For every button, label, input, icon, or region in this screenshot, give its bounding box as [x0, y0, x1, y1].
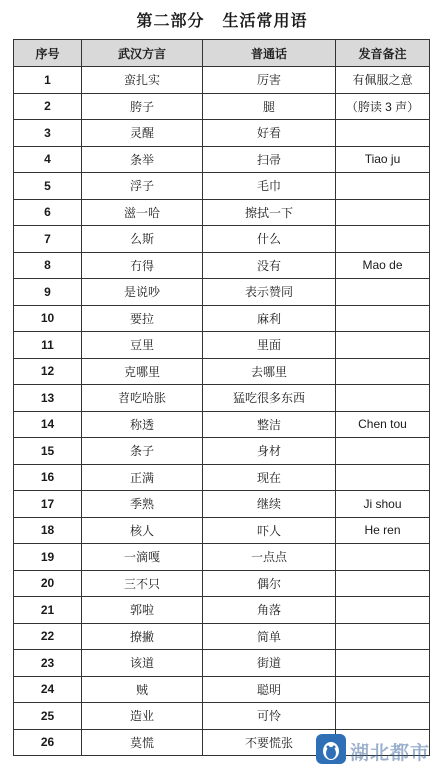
pronunciation-note [336, 305, 430, 332]
mandarin-term: 身材 [203, 438, 336, 465]
row-index: 10 [14, 305, 82, 332]
dialect-term: 苕吃哈胀 [82, 385, 203, 412]
dialect-term: 冇得 [82, 252, 203, 279]
header-note: 发音备注 [336, 40, 430, 67]
row-index: 3 [14, 120, 82, 147]
row-index: 7 [14, 226, 82, 253]
mandarin-term: 猛吃很多东西 [203, 385, 336, 412]
mandarin-term: 吓人 [203, 517, 336, 544]
row-index: 11 [14, 332, 82, 359]
mandarin-term: 街道 [203, 650, 336, 677]
mandarin-term: 不要慌张 [203, 729, 336, 756]
dialect-term: 灵醒 [82, 120, 203, 147]
row-index: 12 [14, 358, 82, 385]
table-row [14, 597, 430, 624]
mandarin-term: 里面 [203, 332, 336, 359]
dialect-term: 正满 [82, 464, 203, 491]
dialect-term: 条举 [82, 146, 203, 173]
dialect-term: 核人 [82, 517, 203, 544]
dialect-term: 季熟 [82, 491, 203, 518]
dialect-term: 撩撇 [82, 623, 203, 650]
pronunciation-note [336, 226, 430, 253]
mandarin-term: 简单 [203, 623, 336, 650]
dialect-term: 造业 [82, 703, 203, 730]
table-row [14, 146, 430, 173]
mandarin-term: 麻利 [203, 305, 336, 332]
mandarin-term: 厉害 [203, 67, 336, 94]
mandarin-term: 擦拭一下 [203, 199, 336, 226]
table-row [14, 67, 430, 94]
row-index: 4 [14, 146, 82, 173]
row-index: 24 [14, 676, 82, 703]
header-mandarin: 普通话 [203, 40, 336, 67]
dialect-term: 胯子 [82, 93, 203, 120]
dialect-term: 贼 [82, 676, 203, 703]
table-row [14, 358, 430, 385]
mandarin-term: 整洁 [203, 411, 336, 438]
mandarin-term: 去哪里 [203, 358, 336, 385]
pronunciation-note [336, 199, 430, 226]
table-row [14, 623, 430, 650]
table-row [14, 332, 430, 359]
row-index: 13 [14, 385, 82, 412]
title-name: 生活常用语 [222, 11, 308, 30]
table-row [14, 279, 430, 306]
pronunciation-note [336, 570, 430, 597]
dialect-term: 称透 [82, 411, 203, 438]
row-index: 25 [14, 703, 82, 730]
row-index: 15 [14, 438, 82, 465]
mandarin-term: 聪明 [203, 676, 336, 703]
pronunciation-note [336, 279, 430, 306]
header-index: 序号 [14, 40, 82, 67]
pronunciation-note: Chen tou [336, 411, 430, 438]
table-header-row [14, 40, 430, 67]
row-index: 22 [14, 623, 82, 650]
mandarin-term: 扫帚 [203, 146, 336, 173]
pronunciation-note [336, 438, 430, 465]
mandarin-term: 没有 [203, 252, 336, 279]
pronunciation-note [336, 544, 430, 571]
table-row [14, 120, 430, 147]
mandarin-term: 什么 [203, 226, 336, 253]
table-body [14, 67, 430, 756]
page-title [0, 8, 444, 31]
table-row [14, 385, 430, 412]
row-index: 8 [14, 252, 82, 279]
row-index: 9 [14, 279, 82, 306]
dialect-term: 要拉 [82, 305, 203, 332]
mandarin-term: 偶尔 [203, 570, 336, 597]
watermark-text: 湖北都市 [350, 742, 431, 764]
row-index: 21 [14, 597, 82, 624]
title-part: 第二部分 [136, 11, 205, 30]
table-row [14, 544, 430, 571]
pronunciation-note: Ji shou [336, 491, 430, 518]
table-row [14, 438, 430, 465]
pronunciation-note: （胯读 3 声） [336, 93, 430, 120]
mandarin-term: 腿 [203, 93, 336, 120]
dialect-term: 三不只 [82, 570, 203, 597]
table-row [14, 411, 430, 438]
row-index: 2 [14, 93, 82, 120]
dialect-term: 是说吵 [82, 279, 203, 306]
row-index: 17 [14, 491, 82, 518]
row-index: 26 [14, 729, 82, 756]
pronunciation-note [336, 676, 430, 703]
row-index: 1 [14, 67, 82, 94]
dialect-term: 滋一哈 [82, 199, 203, 226]
pronunciation-note [336, 597, 430, 624]
pronunciation-note [336, 120, 430, 147]
table-row [14, 676, 430, 703]
mandarin-term: 好看 [203, 120, 336, 147]
watermark [316, 734, 440, 764]
pronunciation-note [336, 703, 430, 730]
table-row [14, 570, 430, 597]
dialect-term: 豆里 [82, 332, 203, 359]
table-row [14, 305, 430, 332]
pronunciation-note [336, 650, 430, 677]
mandarin-term: 一点点 [203, 544, 336, 571]
mandarin-term: 继续 [203, 491, 336, 518]
row-index: 14 [14, 411, 82, 438]
table-row [14, 464, 430, 491]
row-index: 18 [14, 517, 82, 544]
mandarin-term: 表示赞同 [203, 279, 336, 306]
pronunciation-note [336, 173, 430, 200]
table-row [14, 226, 430, 253]
dialect-term: 条子 [82, 438, 203, 465]
table-row [14, 650, 430, 677]
penguin-logo-icon [316, 734, 346, 764]
mandarin-term: 现在 [203, 464, 336, 491]
table-row [14, 517, 430, 544]
table-row [14, 93, 430, 120]
dialect-term: 浮子 [82, 173, 203, 200]
dialect-term: 克哪里 [82, 358, 203, 385]
pronunciation-note [336, 464, 430, 491]
dialect-term: 一滴嘎 [82, 544, 203, 571]
pronunciation-note [336, 332, 430, 359]
pronunciation-note [336, 385, 430, 412]
mandarin-term: 角落 [203, 597, 336, 624]
pronunciation-note: 有佩服之意 [336, 67, 430, 94]
table-row [14, 252, 430, 279]
table-row [14, 173, 430, 200]
row-index: 6 [14, 199, 82, 226]
mandarin-term: 可怜 [203, 703, 336, 730]
table-row [14, 491, 430, 518]
table-row [14, 199, 430, 226]
header-dialect: 武汉方言 [82, 40, 203, 67]
row-index: 20 [14, 570, 82, 597]
dialect-term: 莫慌 [82, 729, 203, 756]
dialect-term: 郭啦 [82, 597, 203, 624]
pronunciation-note: He ren [336, 517, 430, 544]
table-row [14, 703, 430, 730]
dialect-term: 蛮扎实 [82, 67, 203, 94]
vocabulary-table [13, 39, 430, 756]
row-index: 16 [14, 464, 82, 491]
pronunciation-note [336, 358, 430, 385]
mandarin-term: 毛巾 [203, 173, 336, 200]
pronunciation-note: Tiao ju [336, 146, 430, 173]
row-index: 19 [14, 544, 82, 571]
pronunciation-note: Mao de [336, 252, 430, 279]
row-index: 5 [14, 173, 82, 200]
row-index: 23 [14, 650, 82, 677]
dialect-term: 么斯 [82, 226, 203, 253]
dialect-term: 该道 [82, 650, 203, 677]
pronunciation-note [336, 623, 430, 650]
